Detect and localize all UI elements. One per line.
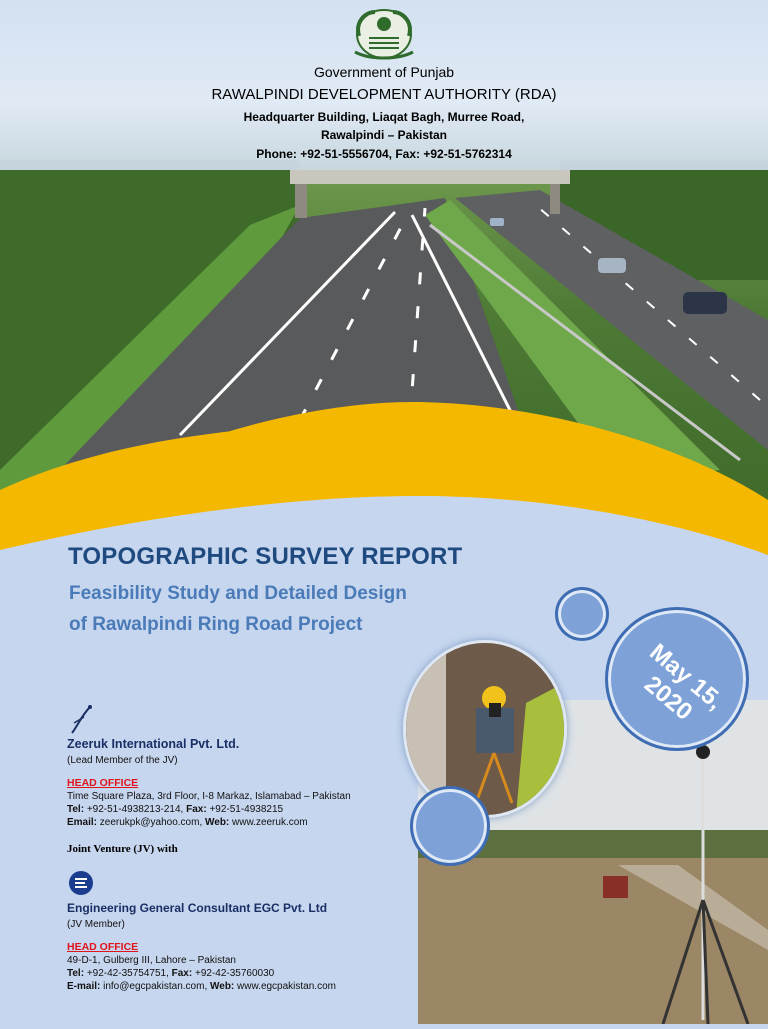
zeeruk-logo-icon xyxy=(68,703,96,735)
lead-contact-email xyxy=(67,817,308,828)
address-line-2: Rawalpindi – Pakistan xyxy=(320,128,448,142)
lead-head-office-label: HEAD OFFICE xyxy=(67,777,139,789)
jv-member-name: Engineering General Consultant EGC Pvt. Ltd xyxy=(67,901,328,915)
email-label: Email: xyxy=(67,817,98,828)
fax-label: Fax: xyxy=(186,804,207,815)
government-name: Government of Punjab xyxy=(313,64,455,80)
phone-line: Phone: +92-51-5556704, Fax: +92-51-5762314 xyxy=(256,147,512,161)
surveyor-illustration xyxy=(406,643,564,815)
lead-member-role: (Lead Member of the JV) xyxy=(67,755,178,766)
jv-member-role: (JV Member) xyxy=(67,919,125,930)
web-label: Web: xyxy=(205,817,230,828)
egc-logo-icon xyxy=(68,870,94,896)
email-value[interactable]: info@egcpakistan.com, xyxy=(103,981,208,992)
fax-label: Fax: xyxy=(171,968,193,979)
jv-contact-phone xyxy=(67,968,274,979)
jv-address: 49-D-1, Gulberg III, Lahore – Pakistan xyxy=(67,955,236,966)
web-value[interactable]: www.egcpakistan.com xyxy=(237,981,336,992)
punjab-emblem-icon xyxy=(345,4,423,62)
tel-value: +92-42-35754751, xyxy=(86,968,169,979)
decorative-bubble-small xyxy=(555,587,609,641)
jv-head-office-label: HEAD OFFICE xyxy=(67,941,139,953)
joint-venture-label: Joint Venture (JV) with xyxy=(67,843,178,855)
report-date: May 15, 2020 xyxy=(639,638,729,726)
report-subtitle-line-1: Feasibility Study and Detailed Design xyxy=(69,583,407,604)
lead-address: Time Square Plaza, 3rd Floor, I-8 Markaz, Islamabad – Pakistan xyxy=(67,791,351,802)
lead-contact-phone xyxy=(67,804,283,815)
authority-name: RAWALPINDI DEVELOPMENT AUTHORITY (RDA) xyxy=(211,86,557,103)
tel-label: Tel: xyxy=(67,804,85,815)
address-line-1: Headquarter Building, Liaqat Bagh, Murree Road, xyxy=(243,110,525,124)
email-value[interactable]: zeerukpk@yahoo.com, xyxy=(99,817,203,828)
tel-label: Tel: xyxy=(67,968,85,979)
jv-contact-email xyxy=(67,981,336,992)
report-title: TOPOGRAPHIC SURVEY REPORT xyxy=(68,543,463,570)
fax-value: +92-42-35760030 xyxy=(194,968,275,979)
report-subtitle-line-2: of Rawalpindi Ring Road Project xyxy=(69,614,363,635)
web-value[interactable]: www.zeeruk.com xyxy=(232,817,308,828)
email-label: E-mail: xyxy=(67,981,101,992)
date-badge xyxy=(605,607,749,751)
web-label: Web: xyxy=(210,981,235,992)
lead-member-name: Zeeruk International Pvt. Ltd. xyxy=(67,737,240,751)
decorative-bubble-medium xyxy=(410,786,490,866)
fax-value: +92-51-4938215 xyxy=(209,804,284,815)
tel-value: +92-51-4938213-214, xyxy=(86,804,184,815)
